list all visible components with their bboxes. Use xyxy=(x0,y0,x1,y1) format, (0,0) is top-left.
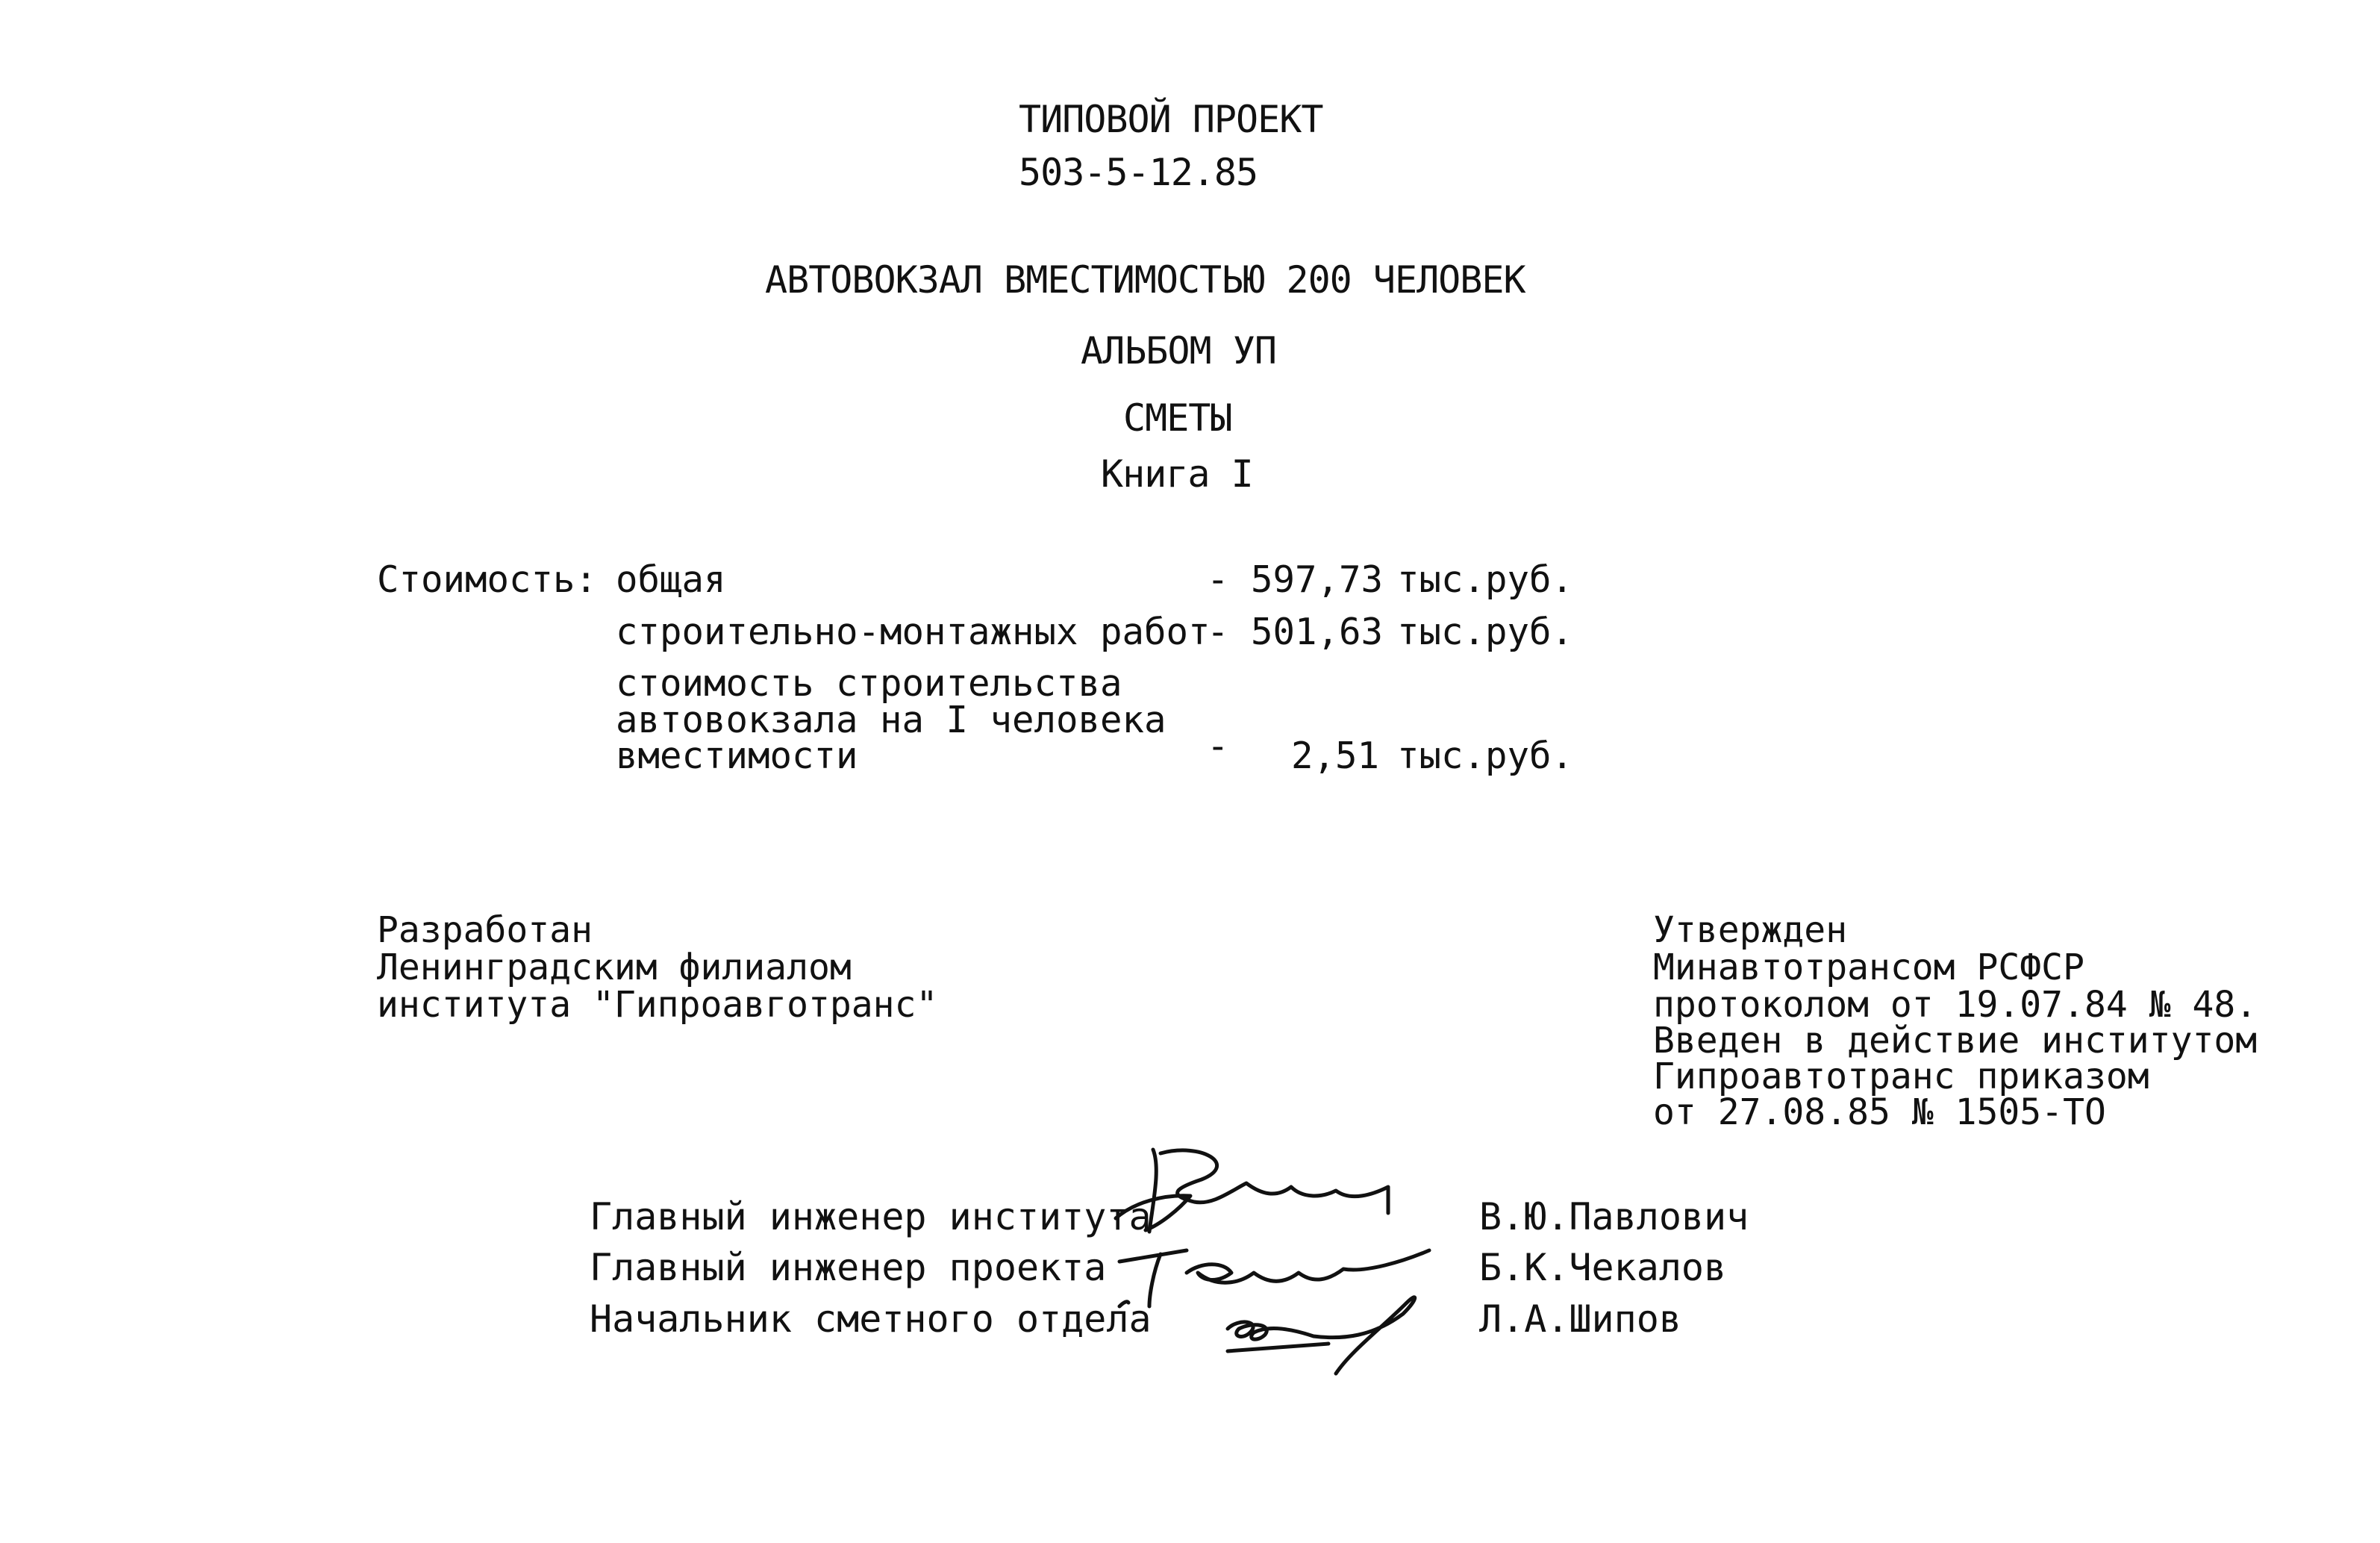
cost-row-value: 2,51 xyxy=(1291,735,1380,777)
signature-name: В.Ю.Павлович xyxy=(1479,1195,1749,1238)
cost-row-text-line2: автовокзала на I человека xyxy=(616,699,1166,741)
cost-row-dash: - xyxy=(1207,611,1229,653)
cost-row-unit: тыс.руб. xyxy=(1397,611,1574,653)
cost-row-dash: - xyxy=(1207,725,1229,767)
approval-line: Введен в действие институтом xyxy=(1653,1020,2258,1062)
signature-stroke xyxy=(1116,1150,1388,1232)
developer-line: института "Гипроавготранс" xyxy=(377,984,938,1026)
signature-role: Начальник сметного отдела xyxy=(590,1297,1152,1341)
approval-line: Минавтотрансом РСФСР xyxy=(1653,947,2084,988)
section-title: СМЕТЫ xyxy=(1123,396,1232,440)
approval-line: Гипроавтотранс приказом xyxy=(1653,1056,2149,1097)
cost-row-dash: - xyxy=(1207,558,1229,601)
developer-line: Разработан xyxy=(377,909,593,951)
project-title: АВТОВОКЗАЛ ВМЕСТИМОСТЬЮ 200 ЧЕЛОВЕК xyxy=(765,258,1525,302)
developer-line: Ленинградским филиалом xyxy=(377,947,852,988)
cost-row-value: 501,63 xyxy=(1251,611,1384,653)
approval-line: Утвержден xyxy=(1653,909,1848,951)
signature-name: Б.К.Чекалов xyxy=(1479,1246,1727,1289)
cost-row-unit: тыс.руб. xyxy=(1397,558,1574,601)
signature-role: Главный инженер проекта xyxy=(590,1246,1107,1289)
approval-line: от 27.08.85 № 1505-ТО xyxy=(1653,1091,2106,1133)
signature-stroke xyxy=(1228,1297,1415,1374)
album-number: АЛЬБОМ УП xyxy=(1081,329,1276,372)
cost-row-text-line3: вместимости xyxy=(616,735,858,777)
approval-line: протоколом от 19.07.84 № 48. xyxy=(1653,984,2258,1026)
book-number: Книга I xyxy=(1101,452,1253,496)
project-number: 503-5-12.85 xyxy=(1019,151,1258,194)
signature-stroke xyxy=(1119,1250,1429,1306)
cost-row-unit: тыс.руб. xyxy=(1397,735,1574,777)
cost-row-text-line1: стоимость строительства xyxy=(616,662,1122,705)
signature-stroke xyxy=(1228,1344,1328,1351)
cost-row-value: 597,73 xyxy=(1251,558,1384,601)
doc-type-line: ТИПОВОЙ ПРОЕКТ xyxy=(1019,98,1323,141)
cost-label: Стоимость: xyxy=(377,558,598,601)
signature-name: Л.А.Шипов xyxy=(1479,1297,1681,1341)
signature-role: Главный инженер института xyxy=(590,1195,1152,1238)
cost-row-text: строительно-монтажных работ xyxy=(616,611,1211,653)
cost-row-text: общая xyxy=(616,558,726,601)
